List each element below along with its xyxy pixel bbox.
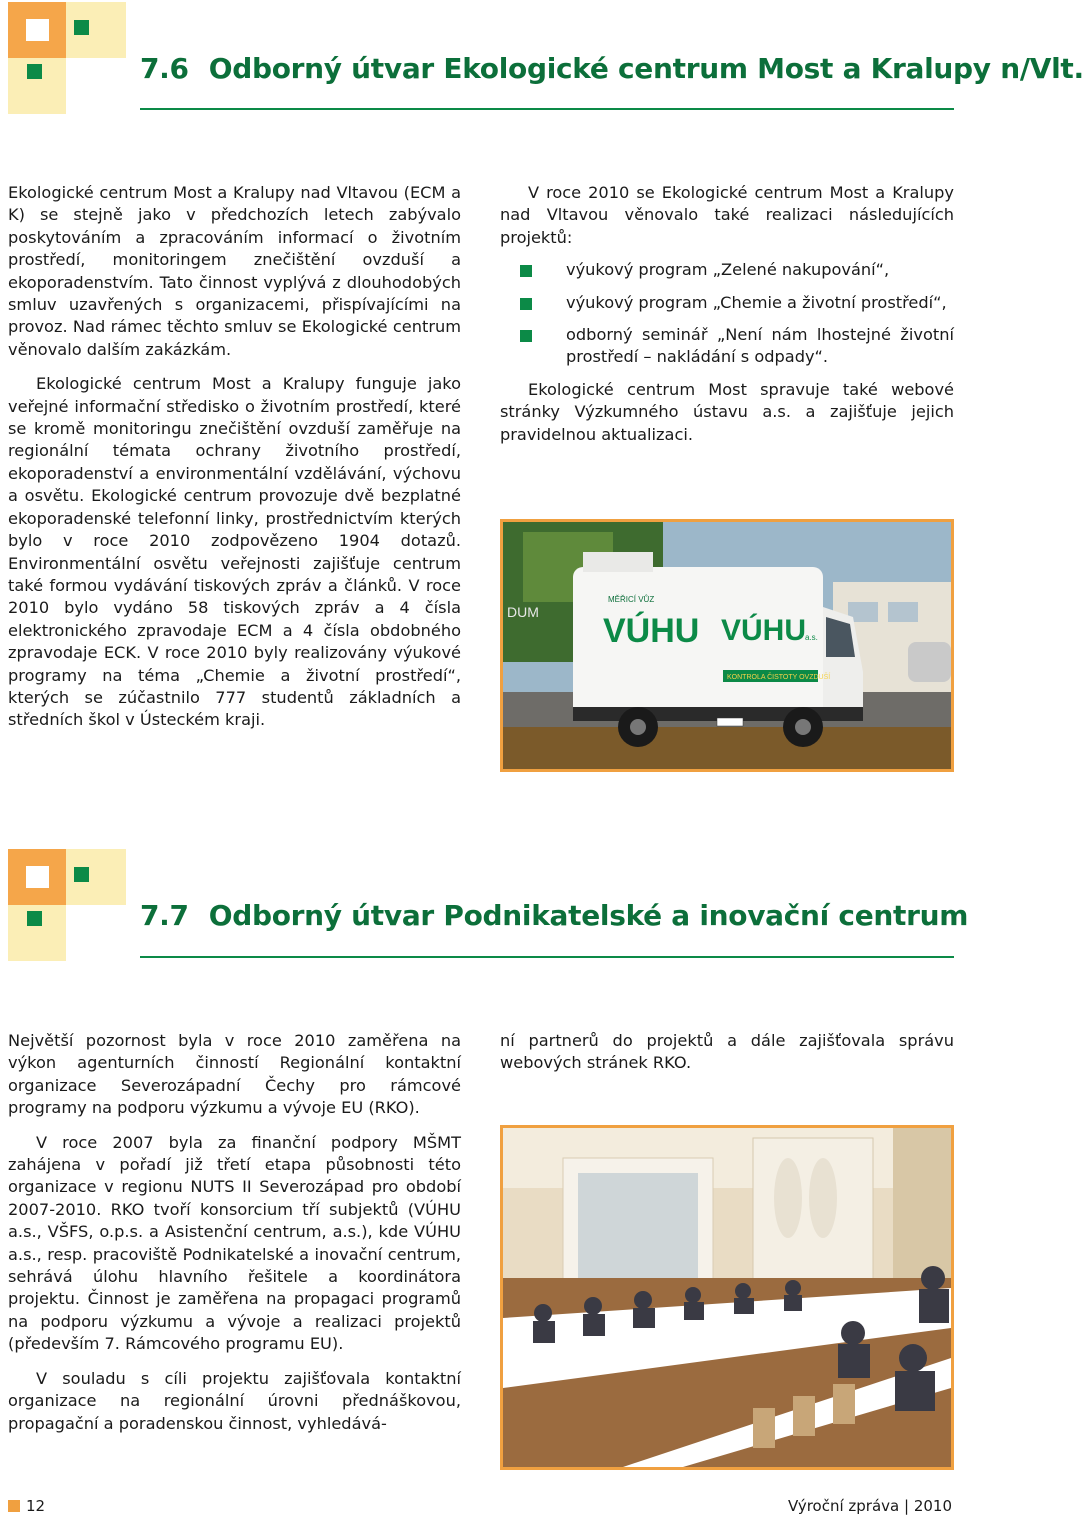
section-title: Odborný útvar Ekologické centrum Most a Kralupy n/Vlt. <box>208 52 1084 85</box>
section-number: 7.6 <box>140 52 189 85</box>
van-slogan: KONTROLA ČISTOTY OVZDUŠÍ <box>727 674 831 681</box>
conference-illustration <box>503 1128 951 1467</box>
project-list <box>500 259 954 369</box>
section-heading-7-7 <box>140 899 968 932</box>
van-brand-right: VÚHU <box>721 614 807 647</box>
section-rule <box>140 108 954 110</box>
section-7-7-left-column <box>8 1030 461 1435</box>
section-logo-1 <box>8 2 120 110</box>
list-item: výukový program „Chemie a životní prostředí“, <box>500 292 954 314</box>
paragraph: V roce 2010 se Ekologické centrum Most a Kralupy nad Vltavou věnovalo také realizaci následujících projektů: <box>500 183 954 247</box>
list-item: výukový program „Zelené nakupování“, <box>500 259 954 281</box>
paragraph: V souladu s cíli projektu zajišťovala kontaktní organizace na regionální úrovni přednáškovou, propagační a poradenskou činnost, vyhledává- <box>8 1368 461 1433</box>
footer-page-number <box>8 1497 45 1515</box>
list-item: odborný seminář „Není nám lhostejné životní prostředí – nakládání s odpady“. <box>500 324 954 369</box>
footer-report-title: Výroční zpráva | 2010 <box>787 1497 952 1515</box>
paragraph: Ekologické centrum Most spravuje také webové stránky Výzkumného ústavu a.s. a zajišťuje jejich pravidelnou aktualizaci. <box>500 379 954 444</box>
van-brand-suffix: a.s. <box>805 633 818 642</box>
van-illustration <box>503 522 951 769</box>
section-heading-7-6 <box>140 52 1084 85</box>
paragraph: V roce 2007 byla za finanční podpory MŠMT zahájena v pořadí již třetí etapa působnosti této organizace v regionu NUTS II Severozápad pro období 2007-2010. RKO tvoří konsorcium tří subjektů (VÚHU a.s., VŠFS, o.p.s. a Asistenční centrum, a.s.), kde VÚHU a.s., resp. pracoviště Podnikatelské a inovační centrum, sehrává úlohu hlavního řešitele a koordinátora projektu. Činnost je zaměřena na propagaci programů na podporu výzkumu a vývoje a realizaci projektů (především 7. Rámcového programu EU). <box>8 1132 461 1354</box>
paragraph: Ekologické centrum Most a Kralupy funguje jako veřejné informační středisko o životním prostředí, které se kromě monitoringu znečištění ovzduší zaměřuje na regionální témata ochrany životního prostředí, ekoporadenství a environmentální vzdělávání, výchovu a osvětu. Ekologické centrum provozuje dvě bezplatné ekoporadenské telefonní linky, prostřednictvím kterých bylo v roce 2010 zodpovězeno 1904 dotazů. Environmentální osvětu veřejnosti zajišťuje centrum také formou vydávání tiskových zpráv a článků. V roce 2010 bylo vydáno 58 tiskových zpráv a 4 čísla elektronického zpravodaje ECM a 4 čísla obdobného zpravodaje ECK. V roce 2010 byly realizovány výukové programy na téma „Chemie a životní prostředí“, kterých se zúčastnilo 777 studentů základních a středních škol v Ústeckém kraji. <box>8 374 461 730</box>
page-number: 12 <box>26 1497 46 1515</box>
footer-square-icon <box>8 1500 20 1512</box>
section-7-6-left-column <box>8 182 461 732</box>
section-title: Odborný útvar Podnikatelské a inovační centrum <box>208 899 969 932</box>
section-number: 7.7 <box>140 899 189 932</box>
section-7-6-right-column <box>500 182 954 446</box>
paragraph: Největší pozornost byla v roce 2010 zaměřena na výkon agenturních činností Regionální kontaktní organizace Severozápadní Čechy pro rámcové programy na podporu výzkumu a vývoje EU (RKO). <box>8 1031 461 1118</box>
building-sign: DUM <box>507 604 539 620</box>
van-sign-top: MĚŘICÍ VŮZ <box>608 595 655 604</box>
photo-measuring-van <box>500 519 954 772</box>
section-logo-2 <box>8 849 120 957</box>
paragraph: Ekologické centrum Most a Kralupy nad Vltavou (ECM a K) se stejně jako v předchozích letech zabývalo poskytováním a zpracováním informací o životním prostředí, monitoringem znečištění ovzduší a ekoporadenstvím. Tato činnost vyplývá z dlouhodobých smluv uzavřených s organizacemi, přispívajícími na provoz. Nad rámec těchto smluv se Ekologické centrum věnovalo dalším zakázkám. <box>8 183 461 359</box>
section-rule <box>140 956 954 958</box>
van-brand-left: VÚHU <box>603 612 700 650</box>
photo-conference <box>500 1125 954 1470</box>
paragraph: ní partnerů do projektů a dále zajišťovala správu webových stránek RKO. <box>500 1031 954 1073</box>
section-7-7-right-column <box>500 1030 954 1075</box>
